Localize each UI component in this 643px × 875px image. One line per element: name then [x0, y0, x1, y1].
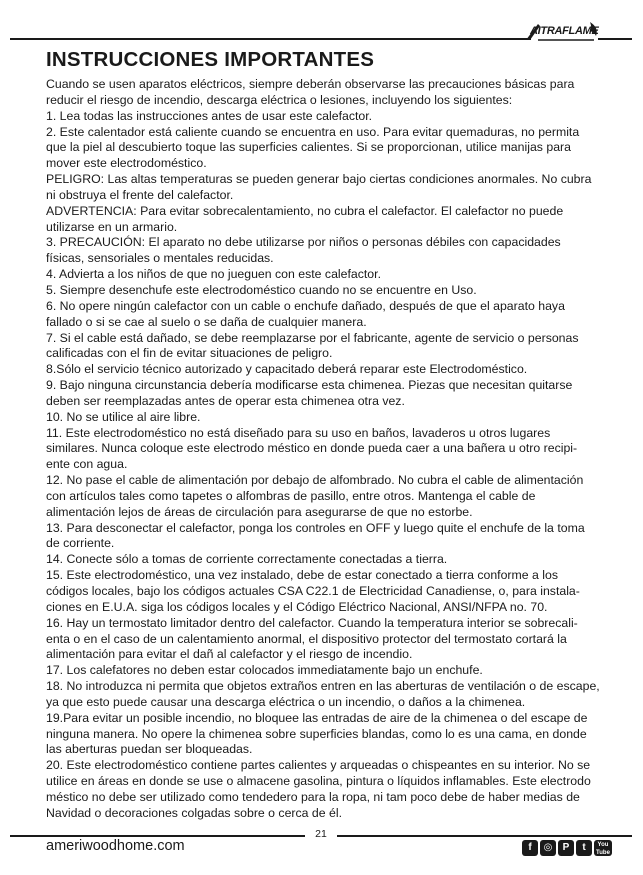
- pinterest-icon[interactable]: P: [558, 840, 574, 856]
- instruction-paragraph: 7. Si el cable está dañado, se debe reemplazarse por el fabricante, agente de servicio o personas calificadas con el fin de evitar situaciones de peligro.: [46, 330, 579, 361]
- instruction-paragraph: 14. Conecte sólo a tomas de corriente correctamente conectadas a tierra.: [46, 552, 448, 567]
- instruction-paragraph: 17. Los calefatores no deben estar colocados immediatamente bajo un enchufe.: [46, 663, 483, 678]
- social-icons: [522, 840, 612, 856]
- instruction-paragraph: 2. Este calentador está caliente cuando se encuentra en uso. Para evitar quemaduras, no permita que la piel al descubierto toque las superficies calientes. Si se proporcionan, utilice manijas para mover este electrodoméstico.: [46, 124, 580, 171]
- instruction-paragraph: 11. Este electrodoméstico no está diseñado para su uso en baños, lavaderos u otros lugares similares. Nunca coloque este electrodo méstico en donde pueda caer a una bañera u otro recipi-ente con agua.: [46, 425, 578, 472]
- logo-text: AITRAFLAME: [530, 25, 599, 37]
- instruction-paragraph: 16. Hay un termostato limitador dentro del calefactor. Cuando la temperatura interior se sobrecali-enta o en el caso de un calentamiento anormal, el dispositivo protector del termostato cortará la alimentación para evitar el dañ al calefactor y el riesgo de incendio.: [46, 615, 578, 662]
- header-rule: [10, 38, 531, 40]
- instruction-paragraph: PELIGRO: Las altas temperaturas se pueden generar bajo ciertas condiciones anormales. No cubra ni obstruya el frente del calefactor.: [46, 172, 592, 202]
- header-rule-end: [598, 38, 632, 40]
- instruction-paragraph: 18. No introduzca ni permita que objetos extraños entren en las aberturas de ventilación o de escape, ya que esto puede causar una descarga eléctrica o un incendio, o daños a la chimenea.: [46, 679, 600, 709]
- instruction-paragraph: 19.Para evitar un posible incendio, no bloquee las entradas de aire de la chimenea o del escape de ninguna manera. No opere la chimenea sobre superficies blandas, como lo es una cama, en donde las aberturas puedan ser bloqueadas.: [46, 710, 588, 757]
- instructions-body: [46, 77, 601, 822]
- instruction-paragraph: 8.Sólo el servicio técnico autorizado y capacitado deberá reparar este Electrodoméstico.: [46, 362, 528, 377]
- instruction-paragraph: 12. No pase el cable de alimentación por debajo de alfombrado. No cubra el cable de alimentación con artículos tales como tapetes o alfombras de pasillo, entre otros. Mantenga el cable de alimentación lejos de áreas de circulación para asegurarse de que no estorbe.: [46, 473, 584, 519]
- instruction-paragraph: 15. Este electrodoméstico, una vez instalado, debe de estar conectado a tierra conforme a los códigos locales, bajo los códigos actuales CSA C22.1 de Electricidad Canadiense, o, para instala-ciones en E.U.A. siga los códigos locales y el Código Eléctrico Nacional, ANSI/NFPA no. 70.: [46, 568, 580, 614]
- instruction-paragraph: 20. Este electrodoméstico contiene partes calientes y arqueadas o chispeantes en su interior. No se utilice en áreas en donde se use o almacene gasolina, pintura o líquidos inflamables. Este electrodo méstico no debe ser utilizado como tendedero para la ropa, ni tam poco debe de haber medias de Navidad o decoraciones colgadas sobre o cerca de él.: [46, 758, 591, 820]
- instruction-paragraph: ADVERTENCIA: Para evitar sobrecalentamiento, no cubra el calefactor. El calefactor no puede utilizarse en un armario.: [46, 203, 564, 234]
- brand-logo: [520, 20, 602, 42]
- youtube-icon[interactable]: You Tube: [594, 840, 612, 856]
- instruction-paragraph: 1. Lea todas las instrucciones antes de usar este calefactor.: [46, 108, 373, 123]
- instruction-paragraph: 3. PRECAUCIÓN: El aparato no debe utilizarse por niños o personas débiles con capacidades físicas, sensoriales o mentales reducidas.: [46, 235, 561, 266]
- instruction-paragraph: Cuando se usen aparatos eléctricos, siempre deberán observarse las precauciones básicas para reducir el riesgo de incendio, descarga eléctrica o lesiones, incluyendo los siguientes:: [46, 77, 575, 107]
- instagram-icon[interactable]: ◎: [540, 840, 556, 856]
- instruction-paragraph: 5. Siempre desenchufe este electrodoméstico cuando no se encuentre en Uso.: [46, 282, 477, 297]
- facebook-icon[interactable]: f: [522, 840, 538, 856]
- instruction-paragraph: 6. No opere ningún calefactor con un cable o enchufe dañado, después de que el aparato haya fallado o si se cae al suelo o se daña de cualquier manera.: [46, 298, 565, 329]
- instruction-paragraph: 10. No se utilice al aire libre.: [46, 409, 201, 424]
- instruction-paragraph: 9. Bajo ninguna circunstancia debería modificarse esta chimenea. Piezas que necesitan quitarse deben ser reemplazadas antes de operar esta chimenea otra vez.: [46, 378, 573, 408]
- website-link[interactable]: ameriwoodhome.com: [46, 838, 185, 854]
- twitter-icon[interactable]: t: [576, 840, 592, 856]
- page-number: 21: [305, 828, 337, 840]
- instruction-paragraph: 13. Para desconectar el calefactor, ponga los controles en OFF y luego quite el enchufe de la toma de corriente.: [46, 520, 585, 551]
- instruction-paragraph: 4. Advierta a los niños de que no jueguen con este calefactor.: [46, 267, 381, 282]
- page-title: INSTRUCCIONES IMPORTANTES: [46, 48, 375, 71]
